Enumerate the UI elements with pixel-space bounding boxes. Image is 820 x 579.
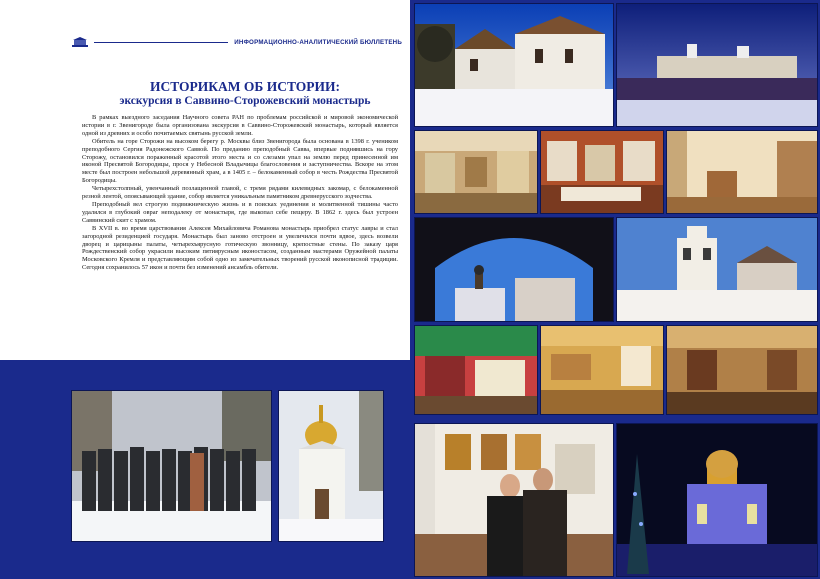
- bulletin-title: ИНФОРМАЦИОННО-АНАЛИТИЧЕСКИЙ БЮЛЛЕТЕНЬ: [234, 38, 402, 46]
- paragraph: Четырехстолпный, увенчанный позлащенной главой, с тремя рядами килевидных закомар, с белокаменной резной лентой, опоясывающей здание, собор является уникальным памятником древнерусского зодчества.: [82, 185, 398, 201]
- photo-golden-dome-church: [278, 390, 384, 542]
- photo-museum-hall-1: [414, 130, 538, 214]
- photo-belltower: [616, 217, 818, 322]
- photo-monastery-winter-courtyard: [414, 3, 614, 127]
- title-line-1: ИСТОРИКАМ ОБ ИСТОРИИ:: [149, 79, 341, 94]
- photo-interior-painted: [540, 325, 664, 415]
- article-body: [82, 114, 398, 272]
- paragraph: Преподобный вел строгую подвижническую жизнь и в поисках уединения и молитвенной тишины часто удалялся в глубокий овраг неподалеку от монастыря, где выкопал себе пещеру. В 1862 г. здесь был устроен Саввинский скит с храмом.: [82, 200, 398, 224]
- paragraph: В XVII в. во время царствования Алексея Михайловича Романова монастырь приобрел статус лавры и стал загородной резиденцией государя. Монастырь был заново отстроен и увеличился почти вдвое, здесь возвели дворец и царицыны палаты, четырехъярусную готическую звонницу, крепостные стены. По заказу царя Рождественский собор украсили высоким пятиярусным иконостасом, созданным мастерами Оружейной палаты Московского Кремля и представляющим собой одно из замечательных творений русской иконописной традиции. Сегодня сохранилось 57 икон и почти без изменений ансамбль обители.: [82, 224, 398, 272]
- photo-night-cathedral: [616, 423, 818, 577]
- photo-interior-green: [414, 325, 538, 415]
- header-rule: [94, 42, 228, 43]
- photo-museum-hall-2: [540, 130, 664, 214]
- building-logo-icon: [72, 37, 88, 47]
- photo-museum-hall-3: [666, 130, 818, 214]
- photo-two-men-icons: [414, 423, 614, 577]
- photo-monastery-night-hill: [616, 3, 818, 127]
- article-title: [80, 80, 410, 108]
- photo-interior-corridor: [666, 325, 818, 415]
- paragraph: В рамках выездного заседания Научного совета РАН по проблемам российской и мировой экономической истории в г. Звенигороде была организована экскурсия в Саввино-Сторожевский монастырь, который является одной из древних и особо почитаемых святынь русской земли.: [82, 114, 398, 137]
- paragraph: Обитель на горе Сторожи на высоком берегу р. Москвы близ Звенигорода была основана в 1398 г. учеником преподобного Сергия Радонежского Саввой. По преданию преподобный Савва, впервые поднявшись на гору Сторожу, остановился пораженный красотой этого места и со слезами упал на землю перед принесенной им иконой Пресвятой Богородицы, прося у Небесной Владычицы благословения и заступничества. Вскоре на этом месте был построен небольшой деревянный храм, а в 1405 г. – белокаменный собор в честь Рождества Пресвятой Богородицы.: [82, 137, 398, 185]
- photo-arch-view: [414, 217, 614, 322]
- title-line-2: экскурсия в Саввино-Сторожевский монастырь: [119, 95, 371, 107]
- bulletin-header: [72, 34, 402, 50]
- photo-group-in-snow: [71, 390, 272, 542]
